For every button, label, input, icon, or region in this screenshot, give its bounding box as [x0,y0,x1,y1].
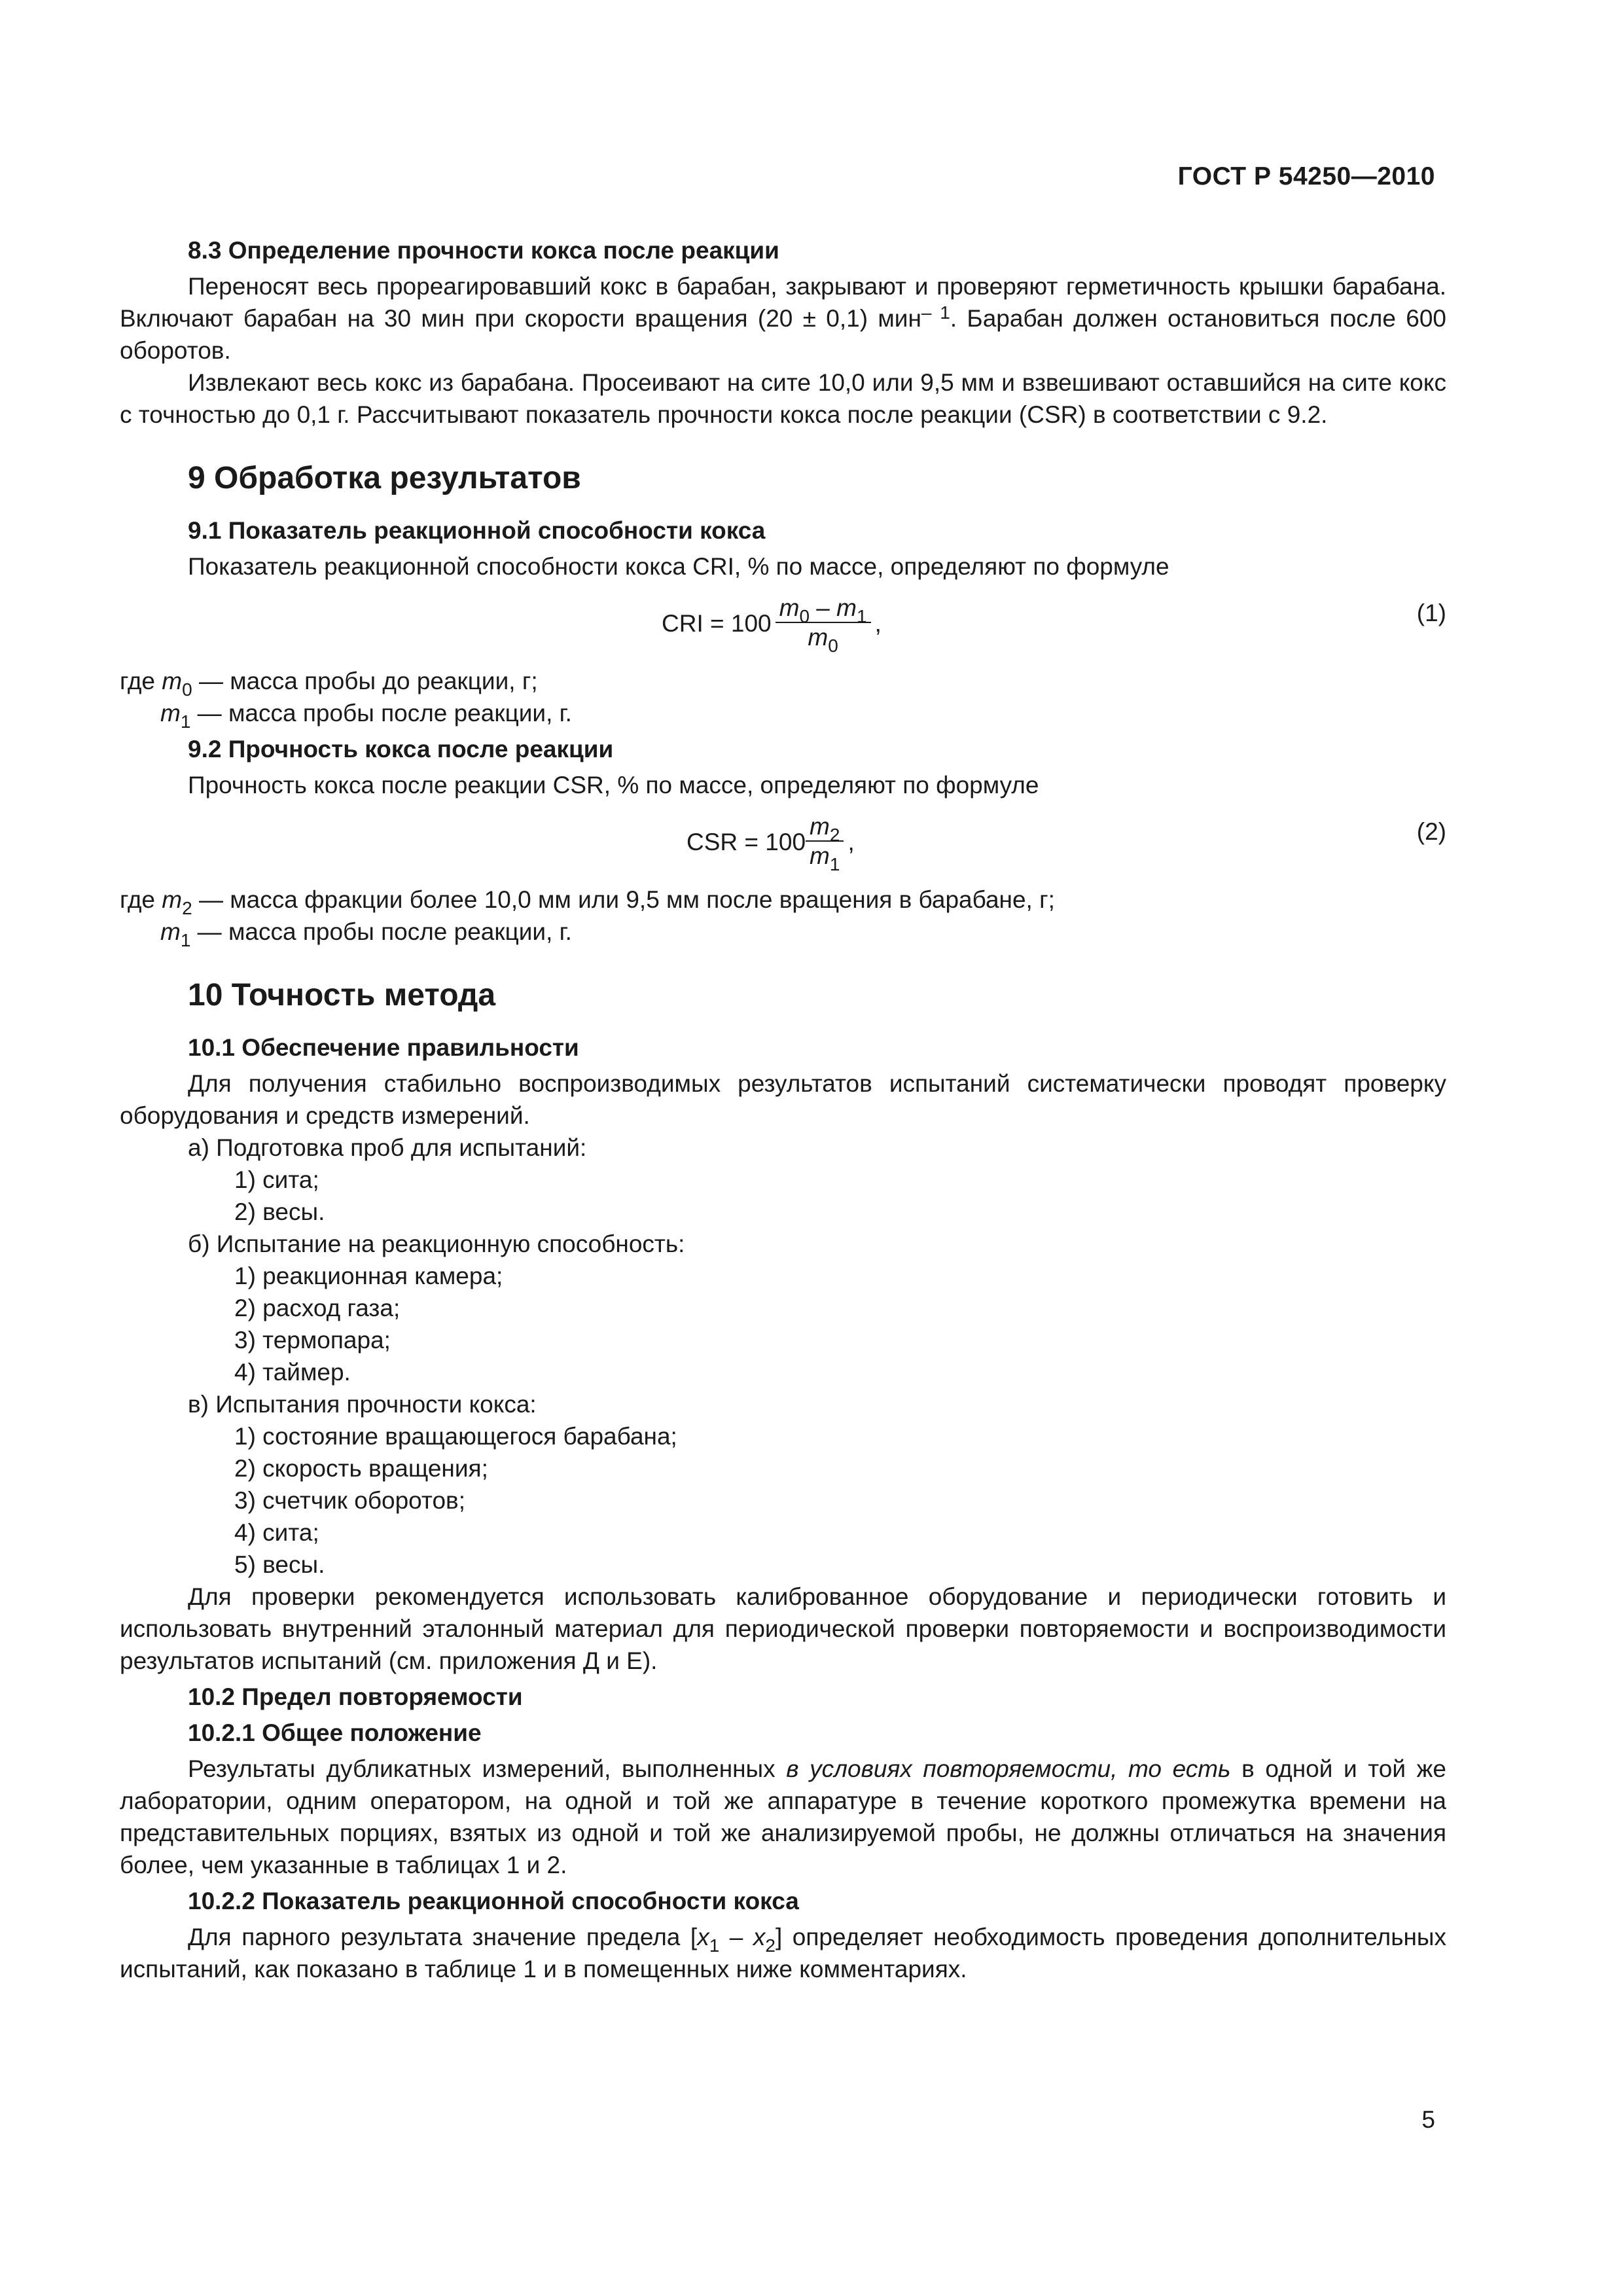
section-8-3-paragraph-1 [120,270,1446,367]
section-9-1-title: 9.1 Показатель реакционной способности кокса [188,517,766,544]
list-item-b-1: 1) реакционная камера; [234,1263,503,1289]
section-9-1-text: Показатель реакционной способности кокса CRI, % по массе, определяют по формуле [188,553,1169,580]
sub: 1 [829,854,840,874]
var-m: m [160,700,181,726]
where-m1 [160,697,1446,732]
formula-1-fraction [776,594,871,656]
formula-1-number: (1) [1416,600,1446,626]
superscript: – 1 [921,302,950,323]
document-header-id: ГОСТ Р 54250—2010 [1177,162,1435,190]
formula-1-lhs: CRI = 100 [662,609,772,637]
section-8-3-paragraph-2: Извлекают весь кокс из барабана. Просеивают на сите 10,0 или 9,5 мм и взвешивают оставшийся на сите кокс с точностью до 0,1 г. Рассчитывают показатель прочности кокса после реакции (CSR) в соответствии с 9.2. [120,369,1446,428]
section-9-title: 9 Обработка результатов [188,461,581,495]
formula-1 [120,588,1446,656]
var-x: x [697,1924,709,1950]
page-content [120,230,1446,1985]
formula-1-tail: , [874,609,882,637]
where-m0 [120,665,1446,700]
var-m: m [836,594,857,621]
where-label: где [120,886,162,913]
formula-2 [120,806,1446,874]
sub: 2 [765,1935,776,1956]
sub: 2 [829,825,840,845]
section-10-1-title: 10.1 Обеспечение правильности [188,1034,579,1061]
list-item-b-3: 3) термопара; [234,1327,391,1354]
var-m: m [810,842,830,869]
where-m1-second [160,916,1446,948]
formula-2-fraction [806,813,844,874]
section-10-2-1-text [120,1753,1446,1881]
formula-1-expression [662,594,882,656]
list-item-b-4: 4) таймер. [234,1359,351,1386]
var-x: x [753,1924,766,1950]
sub: 0 [828,636,838,656]
where-text: — масса фракции более 10,0 мм или 9,5 мм после вращения в барабане, г; [192,886,1055,913]
section-10-2-title: 10.2 Предел повторяемости [188,1683,523,1710]
section-10-1-after: Для проверки рекомендуется использовать калиброванное оборудование и периодически готовить и использовать внутренний эталонный материал для периодической проверки повторяемости и воспроизводимости результатов испытаний (см. приложения Д и Е). [120,1583,1446,1674]
var-m: m [808,624,829,651]
list-item-c: в) Испытания прочности кокса: [188,1391,537,1418]
sub: 1 [180,930,191,950]
list-item-b: б) Испытание на реакционную способность: [188,1230,685,1257]
list-item-c-3: 3) счетчик оборотов; [234,1487,465,1514]
where-m2 [120,884,1446,916]
text-part: Для парного результата значение предела [ [188,1924,698,1950]
list-item-a-1: 1) сита; [234,1166,319,1193]
var-m: m [810,813,830,840]
where-label: где [120,668,162,694]
section-9-2-title: 9.2 Прочность кокса после реакции [188,736,614,762]
where-text: — масса пробы до реакции, г; [192,668,538,694]
var-m: m [162,886,183,913]
var-m: m [160,918,181,945]
section-9-2-text: Прочность кокса после реакции CSR, % по массе, определяют по формуле [188,772,1039,798]
list-item-c-2: 2) скорость вращения; [234,1455,488,1482]
paragraph-text-tail: . Барабан должен остановиться после 600 оборотов. [120,305,1446,364]
formula-2-tail: , [847,828,855,855]
list-item-a-2: 2) весы. [234,1198,325,1225]
sub: 1 [857,606,867,626]
list-item-a: а) Подготовка проб для испытаний: [188,1134,587,1161]
section-10-2-2-title: 10.2.2 Показатель реакционной способности кокса [188,1888,799,1914]
section-10-1-text: Для получения стабильно воспроизводимых результатов испытаний систематически проводят проверку оборудования и средств измерений. [120,1070,1446,1129]
formula-1-denominator [804,623,842,656]
formula-2-denominator [806,842,844,874]
page-number: 5 [1421,2106,1435,2133]
section-8-3-title: 8.3 Определение прочности кокса после реакции [188,237,779,264]
text-part: Результаты дубликатных измерений, выполненных [188,1755,787,1782]
list-item-c-1: 1) состояние вращающегося барабана; [234,1423,677,1450]
paragraph-text: Переносят весь прореагировавший кокс в барабан, закрывают и проверяют герметичность крышки барабана. Включают барабан на 30 мин при скорости вращения (20 ± 0,1) мин [120,273,1446,332]
sub: 0 [799,606,810,626]
where-text: — масса пробы после реакции, г. [190,918,572,945]
section-10-2-2-text [120,1921,1446,1985]
operator: – [719,1924,753,1950]
var-m: m [162,668,183,694]
formula-2-numerator [806,813,844,845]
formula-2-expression [687,813,855,874]
formula-2-number: (2) [1416,818,1446,845]
section-10-title: 10 Точность метода [188,978,496,1013]
sub: 2 [182,898,192,918]
where-text: — масса пробы после реакции, г. [190,700,572,726]
sub: 1 [709,1935,720,1956]
operator: – [810,594,837,621]
list-item-c-4: 4) сита; [234,1519,319,1546]
formula-2-lhs: CSR = 100 [687,828,806,855]
formula-1-numerator [776,594,871,626]
text-part: ] определяет необходимость проведения дополнительных испытаний, как показано в таблице 1 и в помещенных ниже комментариях. [120,1924,1447,1982]
list-item-c-5: 5) весы. [234,1551,325,1578]
section-10-2-1-title: 10.2.1 Общее положение [188,1719,482,1746]
text-part: в одной и той же лаборатории, одним оператором, на одной и той же аппаратуре в течение короткого промежутка времени на представительных порциях, взятых из одной и той же анализируемой пробы, не должны отличаться на значения более, чем указанные в таблицах 1 и 2. [120,1755,1446,1878]
sub: 0 [182,679,192,700]
var-m: m [779,594,800,621]
italic-text: в условиях повторяемости, то есть [786,1755,1231,1782]
sub: 1 [180,711,191,732]
list-item-b-2: 2) расход газа; [234,1295,401,1321]
